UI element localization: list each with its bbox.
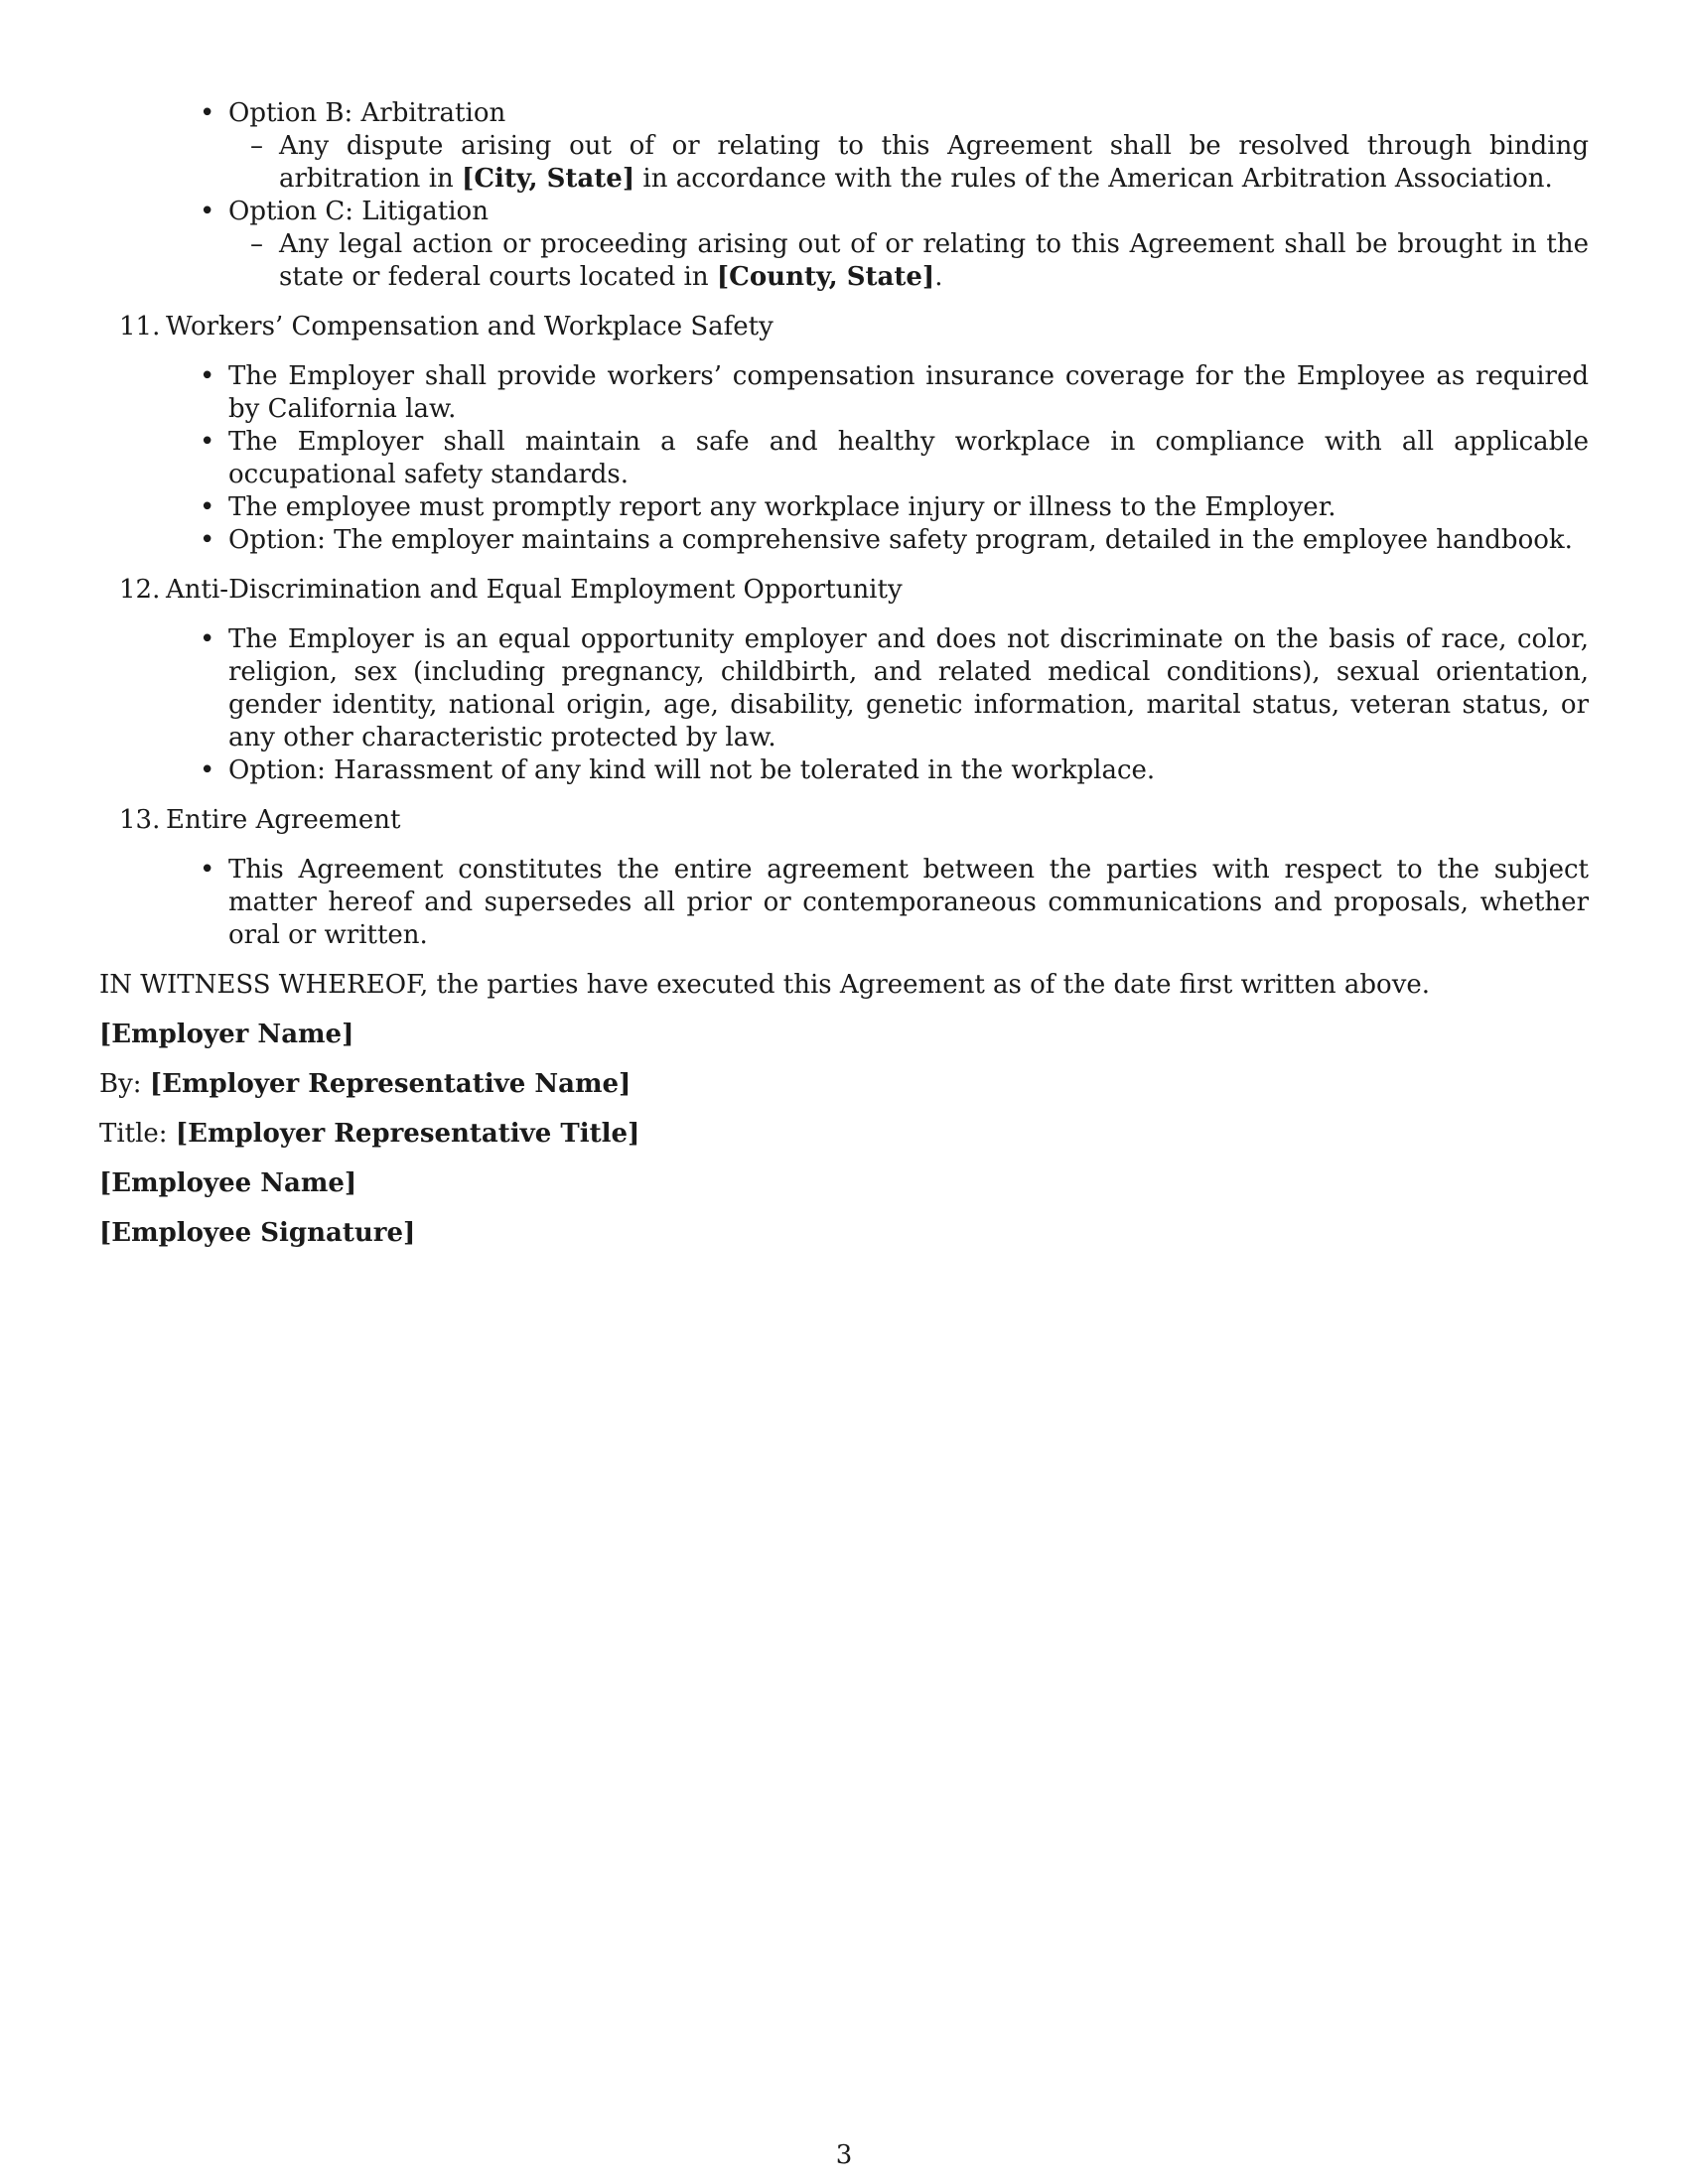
list-item: • The Employer shall maintain a safe and healthy workplace in compliance with all applicable occupational safety standards. <box>99 426 1589 491</box>
witness-statement: IN WITNESS WHEREOF, the parties have executed this Agreement as of the date first written above. <box>99 970 1431 1000</box>
section-heading <box>99 311 1589 343</box>
option-detail <box>228 228 1589 294</box>
representative-name-placeholder: [Employer Representative Name] <box>149 1069 632 1099</box>
signature-employer-name <box>99 1019 1589 1051</box>
section-bullets <box>99 360 1589 557</box>
option-detail-list <box>228 228 1589 294</box>
employer-name-placeholder: [Employer Name] <box>99 1020 354 1049</box>
placeholder-city-state: [City, State] <box>462 164 635 194</box>
detail-text: Any legal action or proceeding arising out of or relating to this Agreement shall be brought in the state or federal courts located in <box>279 229 1589 292</box>
detail-text: . <box>934 262 943 292</box>
section-workers-compensation <box>99 311 1589 557</box>
title-label: Title: <box>99 1119 176 1149</box>
section-heading <box>99 804 1589 837</box>
list-item: • The employee must promptly report any workplace injury or illness to the Employer. <box>99 491 1589 524</box>
section-title: Entire Agreement <box>166 805 401 835</box>
list-item: • The Employer shall provide workers’ compensation insurance coverage for the Employee as required by California law. <box>99 360 1589 426</box>
signature-title-line <box>99 1118 1589 1151</box>
list-item: • Option: The employer maintains a comprehensive safety program, detailed in the employee handbook. <box>99 524 1589 557</box>
section-title: Anti-Discrimination and Equal Employment Opportunity <box>166 575 903 605</box>
signature-by-line <box>99 1068 1589 1101</box>
option-detail-list <box>228 130 1589 196</box>
section-bullets <box>99 623 1589 787</box>
placeholder-county-state: [County, State] <box>716 262 935 292</box>
signature-employee-name <box>99 1167 1589 1200</box>
dispute-option-c <box>99 196 1589 294</box>
section-anti-discrimination <box>99 574 1589 787</box>
section-number: 11. <box>119 312 161 341</box>
signature-employee-signature <box>99 1217 1589 1250</box>
section-title: Workers’ Compensation and Workplace Safety <box>166 312 774 341</box>
section-number: 13. <box>119 805 161 835</box>
list-item: • The Employer is an equal opportunity employer and does not discriminate on the basis of race, color, religion, sex (including pregnancy, childbirth, and related medical conditions), sexual orientation, gender identity, national origin, age, disability, genetic information, marital status, veteran status, or any other characteristic protected by law. <box>99 623 1589 754</box>
section-heading <box>99 574 1589 607</box>
detail-text: Any dispute arising out of or relating to this Agreement shall be resolved through binding arbitration in <box>279 131 1589 194</box>
option-detail <box>228 130 1589 196</box>
document-page <box>99 97 1589 1250</box>
detail-text: in accordance with the rules of the American Arbitration Association. <box>634 164 1553 194</box>
list-item: • This Agreement constitutes the entire agreement between the parties with respect to the subject matter hereof and supersedes all prior or contemporaneous communications and proposals, whether oral or written. <box>99 854 1589 952</box>
page-number: 3 <box>835 2140 853 2170</box>
option-label: Option B: Arbitration <box>228 98 506 128</box>
representative-title-placeholder: [Employer Representative Title] <box>175 1119 640 1149</box>
section-bullets <box>99 854 1589 952</box>
section-number: 12. <box>119 575 161 605</box>
dispute-options-list <box>99 97 1589 294</box>
option-label: Option C: Litigation <box>228 197 489 226</box>
by-label: By: <box>99 1069 150 1099</box>
employee-signature-placeholder: [Employee Signature] <box>99 1218 416 1248</box>
dispute-option-b <box>99 97 1589 196</box>
employee-name-placeholder: [Employee Name] <box>99 1168 357 1198</box>
list-item: • Option: Harassment of any kind will not be tolerated in the workplace. <box>99 754 1589 787</box>
section-entire-agreement <box>99 804 1589 952</box>
